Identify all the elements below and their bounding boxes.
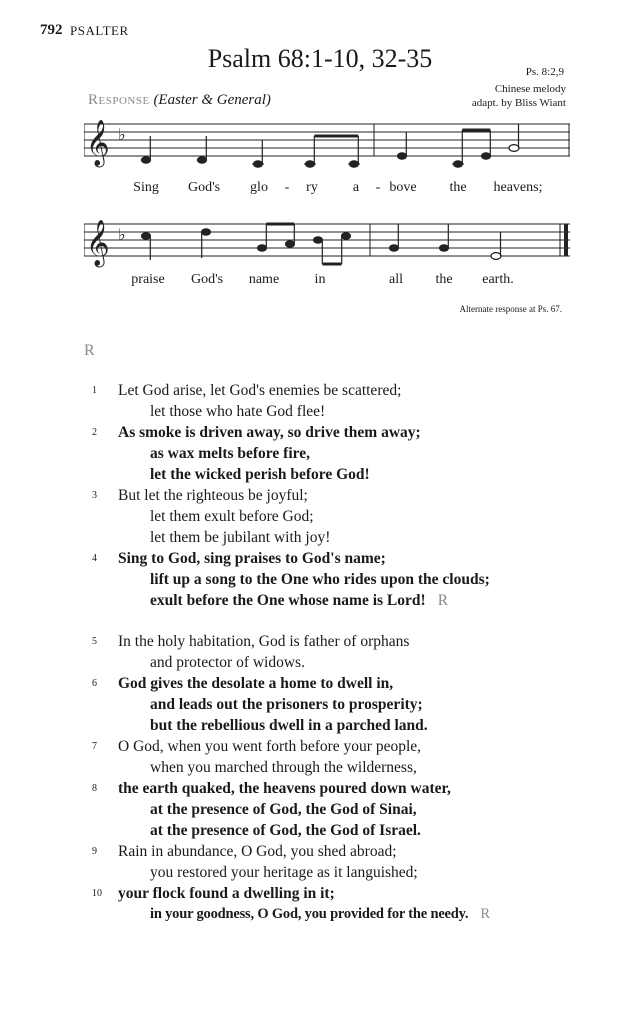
lyric-word: the <box>449 180 467 195</box>
lyric-word: all <box>389 272 403 287</box>
verse-number: 6 <box>92 678 97 689</box>
lyric-word: praise <box>131 272 165 287</box>
page-number: 792 <box>40 22 63 38</box>
verse-line <box>150 590 448 611</box>
verse-line: you restored your heritage as it languished; <box>150 864 418 881</box>
lyric-word: God's <box>187 180 221 195</box>
response-marker: R <box>84 342 95 359</box>
lyric-word: a <box>352 180 360 195</box>
lyric-word: - <box>375 180 381 195</box>
lyric-word: - <box>284 180 290 195</box>
verse-line: let them exult before God; <box>150 508 314 525</box>
verse-number: 9 <box>92 846 97 857</box>
verse-number: 2 <box>92 427 97 438</box>
melody-credit <box>472 82 566 110</box>
flat-sign-icon: ♭ <box>118 127 126 144</box>
verse-line: In the holy habitation, God is father of orphans <box>118 633 410 650</box>
verse-line: Rain in abundance, O God, you shed abroad; <box>118 843 397 860</box>
verse-line: your flock found a dwelling in it; <box>118 885 335 902</box>
psalm-title: Psalm 68:1-10, 32-35 <box>207 44 433 73</box>
verse-line-text: in your goodness, O God, you provided for the needy. <box>150 906 469 922</box>
verse-line: and leads out the prisoners to prosperity; <box>150 696 423 713</box>
response-label: Response <box>88 92 150 108</box>
verse-line: at the presence of God, the God of Sinai, <box>150 801 417 818</box>
lyric-word: in <box>314 272 326 287</box>
verse-line: but the rebellious dwell in a parched land. <box>150 717 428 734</box>
verse-line: God gives the desolate a home to dwell in, <box>118 675 394 692</box>
music-staff-1 <box>84 112 570 176</box>
lyric-word: glo <box>250 180 268 195</box>
psalm-reference: Ps. 8:2,9 <box>525 66 564 78</box>
verse-line: at the presence of God, the God of Israel. <box>150 822 421 839</box>
verse-number: 1 <box>92 385 97 396</box>
verse-line: O God, when you went forth before your people, <box>118 738 422 755</box>
verse-line: the earth quaked, the heavens poured down water, <box>118 780 451 797</box>
lyric-word: Sing <box>133 180 159 195</box>
verse-line: as wax melts before fire, <box>150 445 310 462</box>
verse-number: 8 <box>92 783 97 794</box>
response-kind: (Easter & General) <box>153 92 271 108</box>
verse-line <box>150 904 490 925</box>
lyric-word: God's <box>190 272 224 287</box>
verse-line: But let the righteous be joyful; <box>118 487 308 504</box>
verse-number: 3 <box>92 490 97 501</box>
lyric-word: ry <box>306 180 318 195</box>
treble-clef-icon: 𝄞 <box>86 220 110 265</box>
verse-line: As smoke is driven away, so drive them away; <box>118 424 421 441</box>
verse-number: 4 <box>92 553 97 564</box>
credit-line-2: adapt. by Bliss Wiant <box>471 97 566 109</box>
section-label: PSALTER <box>70 23 129 38</box>
verse-number: 10 <box>92 888 102 899</box>
verse-line: and protector of widows. <box>150 654 305 671</box>
lyric-word: name <box>248 272 280 287</box>
verse-line: let those who hate God flee! <box>150 403 326 420</box>
verse-line: Sing to God, sing praises to God's name; <box>118 550 386 567</box>
verse-line: lift up a song to the One who rides upon the clouds; <box>150 571 490 588</box>
response-marker: R <box>437 592 449 609</box>
verse-line-text: exult before the One whose name is Lord! <box>150 592 426 609</box>
alternate-response-note: Alternate response at Ps. 67. <box>459 304 562 314</box>
lyric-word: earth. <box>482 272 514 287</box>
treble-clef-icon: 𝄞 <box>86 120 110 165</box>
credit-line-1: Chinese melody <box>494 83 566 95</box>
lyric-word: heavens; <box>493 180 543 195</box>
verse-number: 7 <box>92 741 97 752</box>
lyric-word: bove <box>389 180 417 195</box>
flat-sign-icon: ♭ <box>118 227 126 244</box>
lyric-word: the <box>435 272 453 287</box>
verse-number: 5 <box>92 636 97 647</box>
music-staff-2 <box>84 212 570 276</box>
response-heading <box>88 92 271 109</box>
response-marker: R <box>480 906 490 922</box>
verse-line: Let God arise, let God's enemies be scattered; <box>118 382 402 399</box>
verse-line: when you marched through the wilderness, <box>150 759 417 776</box>
verse-line: let them be jubilant with joy! <box>150 529 331 546</box>
verse-line: let the wicked perish before God! <box>150 466 370 483</box>
